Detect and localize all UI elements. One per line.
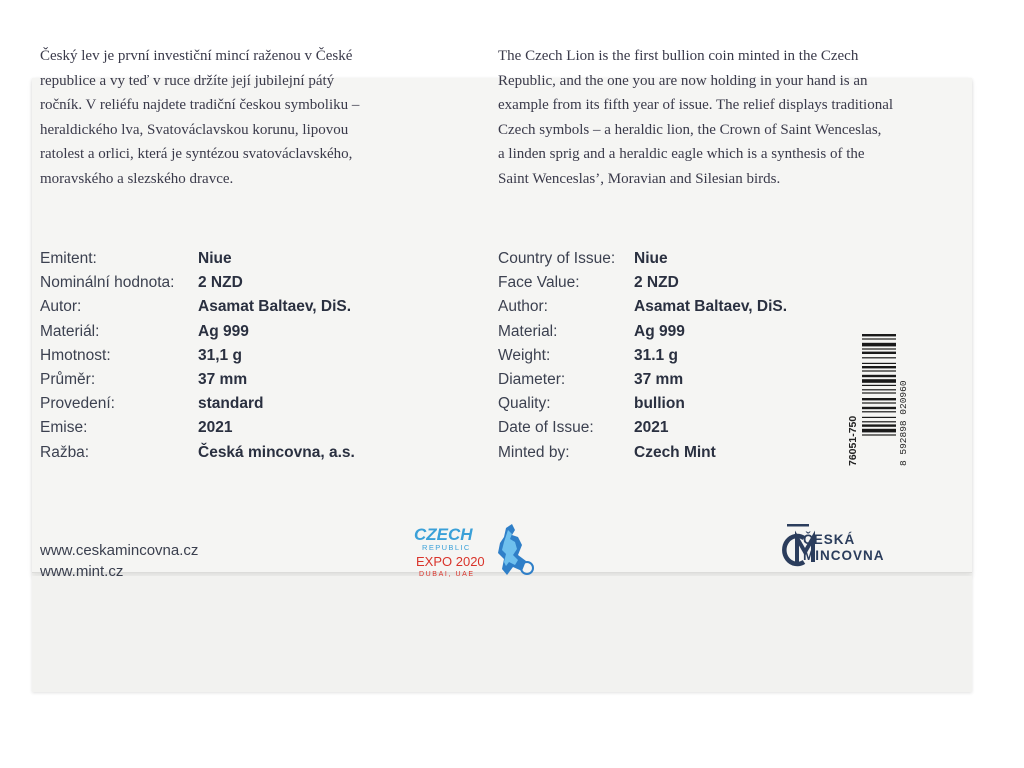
spec-label: Date of Issue:: [498, 419, 594, 437]
barcode-bar: [862, 398, 896, 400]
spec-row-diameter: [498, 368, 787, 392]
spec-label: Průměr:: [40, 370, 96, 388]
link-mint[interactable]: www.mint.cz: [40, 563, 124, 580]
mint-name-line1: ČESKÁ: [803, 532, 856, 547]
spec-value: Czech Mint: [634, 443, 716, 461]
spec-row-minted-by: [498, 441, 787, 465]
barcode-bar: [862, 343, 896, 347]
czech-description: [40, 44, 400, 191]
english-description-line: The Czech Lion is the first bullion coin minted in the Czech: [498, 48, 859, 64]
spec-row-quality: [498, 392, 787, 416]
barcode-bar: [862, 389, 896, 390]
website-links: [40, 540, 198, 582]
spec-label: Material:: [498, 322, 558, 340]
czech-description-line: ratolest a orlici, která je syntézou svatováclavského,: [40, 146, 353, 162]
barcode-bar: [862, 392, 896, 393]
spec-value: Asamat Baltaev, DiS.: [634, 298, 788, 316]
spec-value: 2 NZD: [634, 274, 679, 292]
spec-label: Diameter:: [498, 370, 566, 388]
expo-dubai-text: DUBAI, UAE: [419, 571, 475, 578]
czech-description-line: republice a vy teď v ruce držíte její jubilejní pátý: [40, 72, 335, 89]
spec-label: Emitent:: [40, 250, 97, 267]
czech-description-line: moravského a slezského dravce.: [40, 170, 234, 187]
expo-2020-text: EXPO 2020: [416, 554, 485, 569]
english-spec-table: [498, 247, 787, 465]
spec-row-material: [498, 320, 787, 344]
spec-row-date-of-issue: [498, 416, 787, 440]
czech-description-line: ročník. V reliéfu najdete tradiční českou symboliku –: [40, 97, 360, 113]
barcode-bar: [862, 352, 896, 354]
barcode-bar: [862, 357, 896, 358]
barcode-bar: [862, 417, 896, 418]
spec-row-country: [498, 247, 787, 271]
expo-2020-logo: [410, 522, 540, 592]
english-description: [498, 44, 908, 191]
czech-spec-table: [40, 247, 355, 465]
spec-label: Provedení:: [40, 395, 115, 413]
spec-value: 31,1 g: [198, 346, 242, 364]
spec-value: Niue: [634, 250, 668, 267]
expo-republic-text: REPUBLIC: [422, 543, 471, 552]
spec-row-face-value: [498, 271, 787, 295]
spec-row-author: [40, 295, 355, 319]
barcode-bar: [862, 385, 896, 386]
spec-label: Country of Issue:: [498, 250, 616, 267]
spec-value: 2 NZD: [198, 274, 243, 292]
barcode-bar: [862, 421, 896, 422]
mint-name: [803, 532, 885, 564]
spec-value: 31.1 g: [634, 346, 678, 364]
english-description-line: Republic, and the one you are now holding in your hand is an: [498, 72, 868, 89]
ean-digits-text: 8 592898 020960: [898, 380, 909, 466]
spec-row-face-value: [40, 271, 355, 295]
spec-value: Ag 999: [198, 322, 249, 340]
spec-value: bullion: [634, 395, 685, 413]
barcode-bar: [862, 434, 896, 435]
spec-label: Hmotnost:: [40, 346, 111, 364]
spec-row-minted-by: [40, 441, 355, 465]
spec-value: 37 mm: [198, 370, 248, 388]
spec-value: 37 mm: [634, 370, 684, 388]
barcode-bar: [862, 411, 896, 412]
barcode-bar: [862, 407, 896, 409]
barcode-bar: [862, 363, 896, 364]
product-code-text: 76051-750: [847, 415, 859, 466]
barcode-bar: [862, 366, 896, 368]
spec-row-weight: [40, 344, 355, 368]
barcode-bar: [862, 379, 896, 383]
mint-name-line2: MINCOVNA: [803, 548, 885, 563]
spec-label: Ražba:: [40, 443, 90, 461]
spec-label: Nominální hodnota:: [40, 274, 175, 292]
english-description-line: Czech symbols – a heraldic lion, the Crown of Saint Wenceslas,: [498, 121, 882, 138]
barcode-bars: [862, 334, 896, 436]
barcode-bar: [862, 338, 896, 339]
english-description-line: a linden sprig and a heraldic eagle which is a synthesis of the: [498, 146, 865, 162]
czech-description-line: Český lev je první investiční mincí raženou v České: [40, 48, 353, 64]
spec-value: 2021: [634, 419, 669, 437]
expo-czech-text: CZECH: [414, 525, 473, 544]
spec-row-quality: [40, 392, 355, 416]
heraldic-lion-icon: [498, 524, 533, 575]
barcode-bar: [862, 334, 896, 336]
english-description-line: Saint Wenceslas’, Moravian and Silesian birds.: [498, 170, 781, 187]
barcode-bar: [862, 348, 896, 349]
spec-value: 2021: [198, 419, 233, 437]
spec-label: Materiál:: [40, 322, 100, 340]
spec-value: Česká mincovna, a.s.: [198, 443, 355, 461]
spec-label: Quality:: [498, 395, 551, 413]
spec-row-author: [498, 295, 787, 319]
spec-value: standard: [198, 395, 264, 413]
link-ceskamincovna[interactable]: www.ceskamincovna.cz: [40, 542, 199, 559]
spec-label: Autor:: [40, 298, 82, 316]
spec-row-issuer: [40, 247, 355, 271]
spec-value: Asamat Baltaev, DiS.: [198, 298, 352, 316]
spec-label: Author:: [498, 298, 548, 316]
spec-row-material: [40, 320, 355, 344]
certificate-lower-flap: [32, 576, 972, 692]
barcode: [846, 330, 910, 470]
spec-row-weight: [498, 344, 787, 368]
barcode-bar: [862, 402, 896, 403]
spec-label: Minted by:: [498, 443, 570, 461]
spec-label: Weight:: [498, 346, 551, 364]
spec-value: Ag 999: [634, 322, 685, 340]
spec-row-diameter: [40, 368, 355, 392]
czech-description-line: heraldického lva, Svatováclavskou korunu, lipovou: [40, 121, 349, 138]
spec-row-issue: [40, 416, 355, 440]
barcode-bar: [862, 375, 896, 377]
spec-label: Emise:: [40, 419, 88, 437]
barcode-bar: [862, 370, 896, 371]
barcode-bar: [862, 429, 896, 433]
spec-value: Niue: [198, 250, 232, 267]
spec-label: Face Value:: [498, 274, 580, 292]
english-description-line: example from its fifth year of issue. The relief displays traditional: [498, 97, 894, 113]
barcode-bar: [862, 424, 896, 426]
